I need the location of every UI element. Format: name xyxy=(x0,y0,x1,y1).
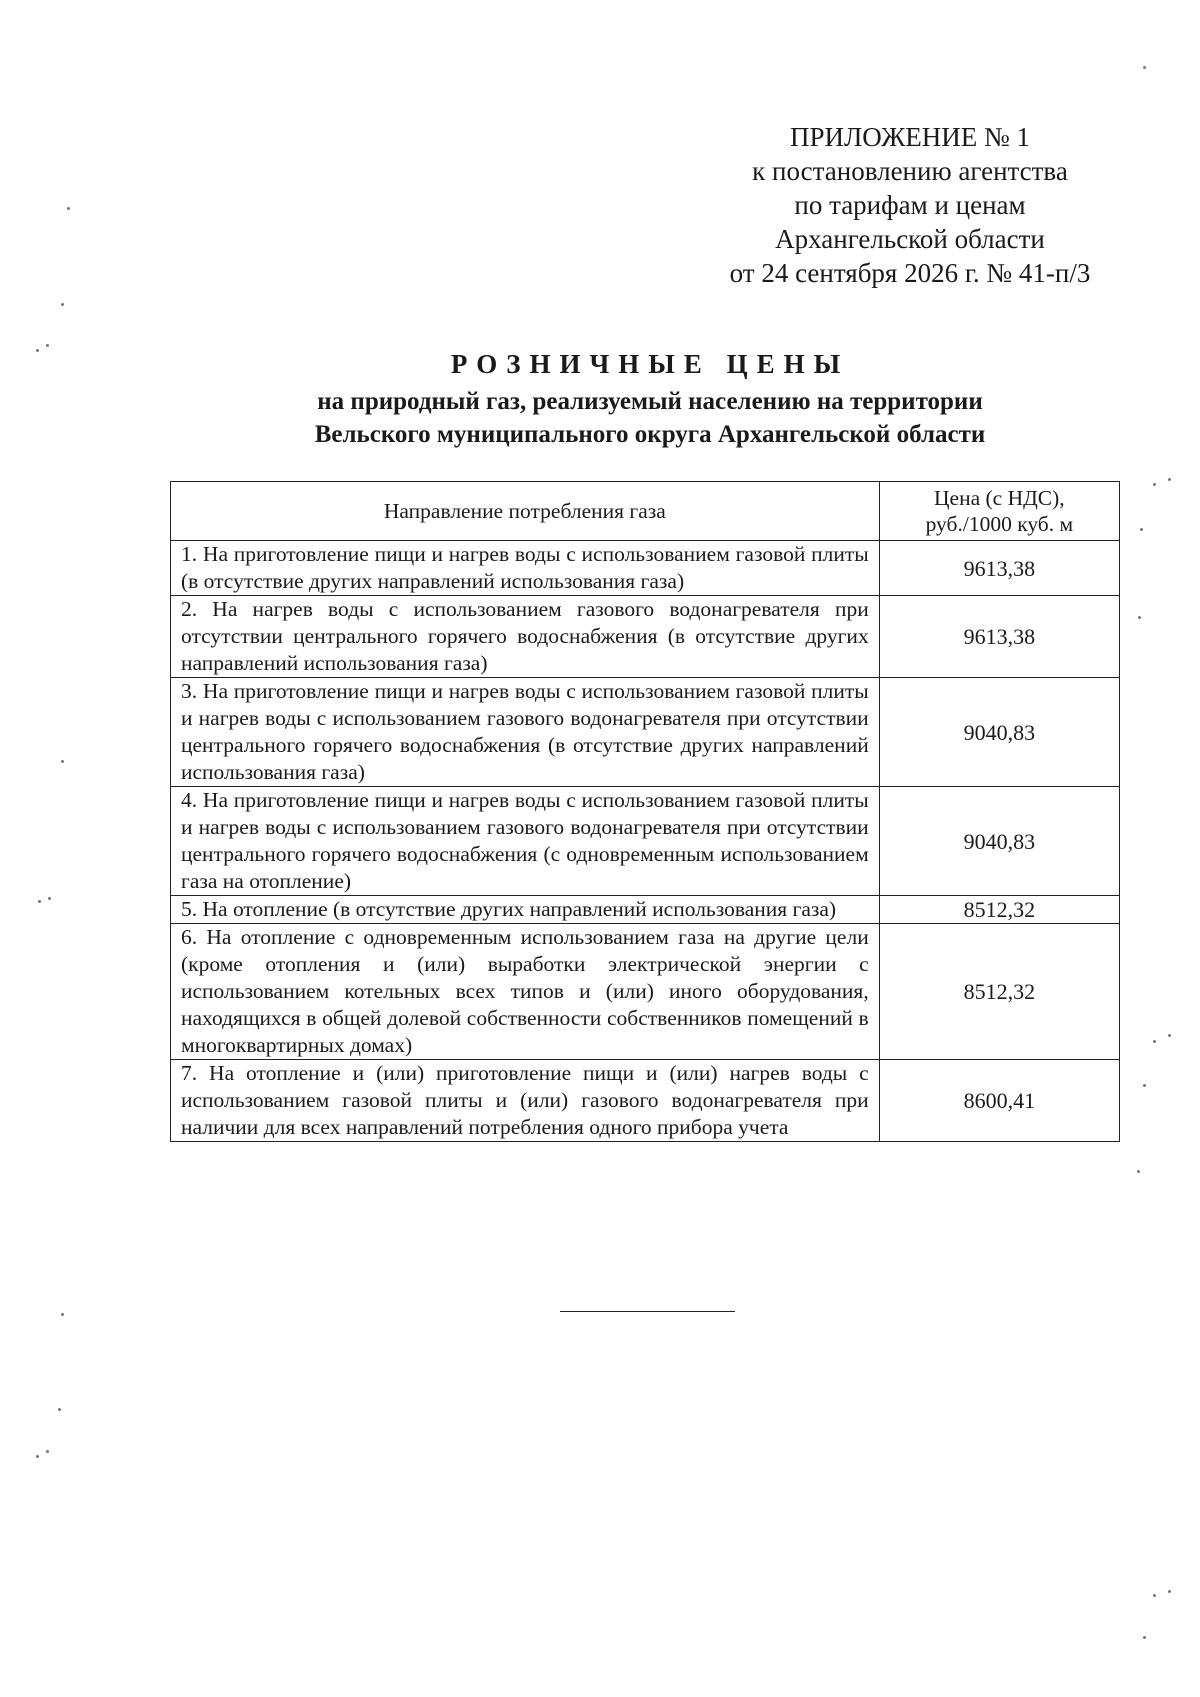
row-price: 9040,83 xyxy=(879,787,1119,896)
row-direction: 4. На приготовление пищи и нагрев воды с использованием газовой плиты и нагрев воды с использованием газового водонагревателя при отсутствии центрального горячего водоснабжения (с одновременным использованием газа на отопление) xyxy=(171,787,880,896)
table-row xyxy=(171,924,1120,1060)
scan-speck xyxy=(1143,66,1146,69)
end-separator-line xyxy=(560,1311,735,1312)
scan-speck xyxy=(48,897,51,900)
scan-speck xyxy=(1168,1034,1171,1037)
scan-speck xyxy=(1153,1594,1156,1597)
row-direction: 3. На приготовление пищи и нагрев воды с использованием газовой плиты и нагрев воды с использованием газового водонагревателя при отсутствии центрального горячего водоснабжения (в отсутствие других направлений использования газа) xyxy=(171,678,880,787)
appendix-resolution-line: к постановлению агентства xyxy=(752,156,1068,186)
title-subtitle-line2: Вельского муниципального округа Архангельской области xyxy=(314,421,986,448)
title-subtitle-line1: на природный газ, реализуемый населению на территории xyxy=(317,388,983,415)
scan-speck xyxy=(38,900,41,903)
scan-speck xyxy=(67,207,70,210)
scan-speck xyxy=(1168,1590,1171,1593)
document-title xyxy=(150,348,1150,451)
title-main: РОЗНИЧНЫЕ ЦЕНЫ xyxy=(450,349,850,379)
row-direction: 2. На нагрев воды с использованием газового водонагревателя при отсутствии центрального горячего водоснабжения (в отсутствие других направлений использования газа) xyxy=(171,596,880,678)
scan-speck xyxy=(1143,1636,1146,1639)
scan-speck xyxy=(1138,616,1141,619)
table-row xyxy=(171,896,1120,924)
prices-table xyxy=(170,481,1120,1142)
appendix-date-line: от 24 сентября 2026 г. № 41-п/3 xyxy=(729,258,1091,288)
table-row xyxy=(171,1060,1120,1142)
appendix-header xyxy=(700,120,1120,290)
table-header-row xyxy=(171,482,1120,541)
row-direction: 7. На отопление и (или) приготовление пищи и (или) нагрев воды с использованием газовой плиты и (или) газового водонагревателя при наличии для всех направлений потребления одного прибора учета xyxy=(171,1060,880,1142)
scan-speck xyxy=(61,303,64,306)
scan-speck xyxy=(1153,1040,1156,1043)
row-direction: 1. На приготовление пищи и нагрев воды с использованием газовой плиты (в отсутствие других направлений использования газа) xyxy=(171,541,880,596)
scan-speck xyxy=(1153,483,1156,486)
header-price-line2: руб./1000 куб. м xyxy=(925,512,1074,536)
row-price: 9613,38 xyxy=(879,596,1119,678)
header-price xyxy=(879,482,1119,541)
header-direction: Направление потребления газа xyxy=(171,482,880,541)
scan-speck xyxy=(1143,1084,1146,1087)
scan-speck xyxy=(36,1455,39,1458)
scan-speck xyxy=(61,1313,64,1316)
scan-speck xyxy=(46,344,49,347)
row-direction: 6. На отопление с одновременным использованием газа на другие цели (кроме отопления и (или) выработки электрической энергии с использованием котельных всех типов и (или) иного оборудования, находящихся в общей долевой собственности собственников помещений в многоквартирных домах) xyxy=(171,924,880,1060)
row-price: 9613,38 xyxy=(879,541,1119,596)
scan-speck xyxy=(61,760,64,763)
header-price-line1: Цена (с НДС), xyxy=(934,486,1065,510)
scan-speck xyxy=(36,349,39,352)
row-price: 8512,32 xyxy=(879,896,1119,924)
row-price: 8600,41 xyxy=(879,1060,1119,1142)
table-row xyxy=(171,541,1120,596)
appendix-number: ПРИЛОЖЕНИЕ № 1 xyxy=(789,122,1031,152)
scan-speck xyxy=(58,1408,61,1411)
table-row xyxy=(171,678,1120,787)
scan-speck xyxy=(1137,1170,1140,1173)
table-row xyxy=(171,596,1120,678)
scan-speck xyxy=(1140,528,1143,531)
scan-speck xyxy=(1168,478,1171,481)
row-price: 8512,32 xyxy=(879,924,1119,1060)
appendix-agency-line: по тарифам и ценам xyxy=(794,190,1026,220)
row-direction: 5. На отопление (в отсутствие других направлений использования газа) xyxy=(171,896,880,924)
scan-speck xyxy=(46,1450,49,1453)
row-price: 9040,83 xyxy=(879,678,1119,787)
appendix-region-line: Архангельской области xyxy=(775,224,1045,254)
table-row xyxy=(171,787,1120,896)
